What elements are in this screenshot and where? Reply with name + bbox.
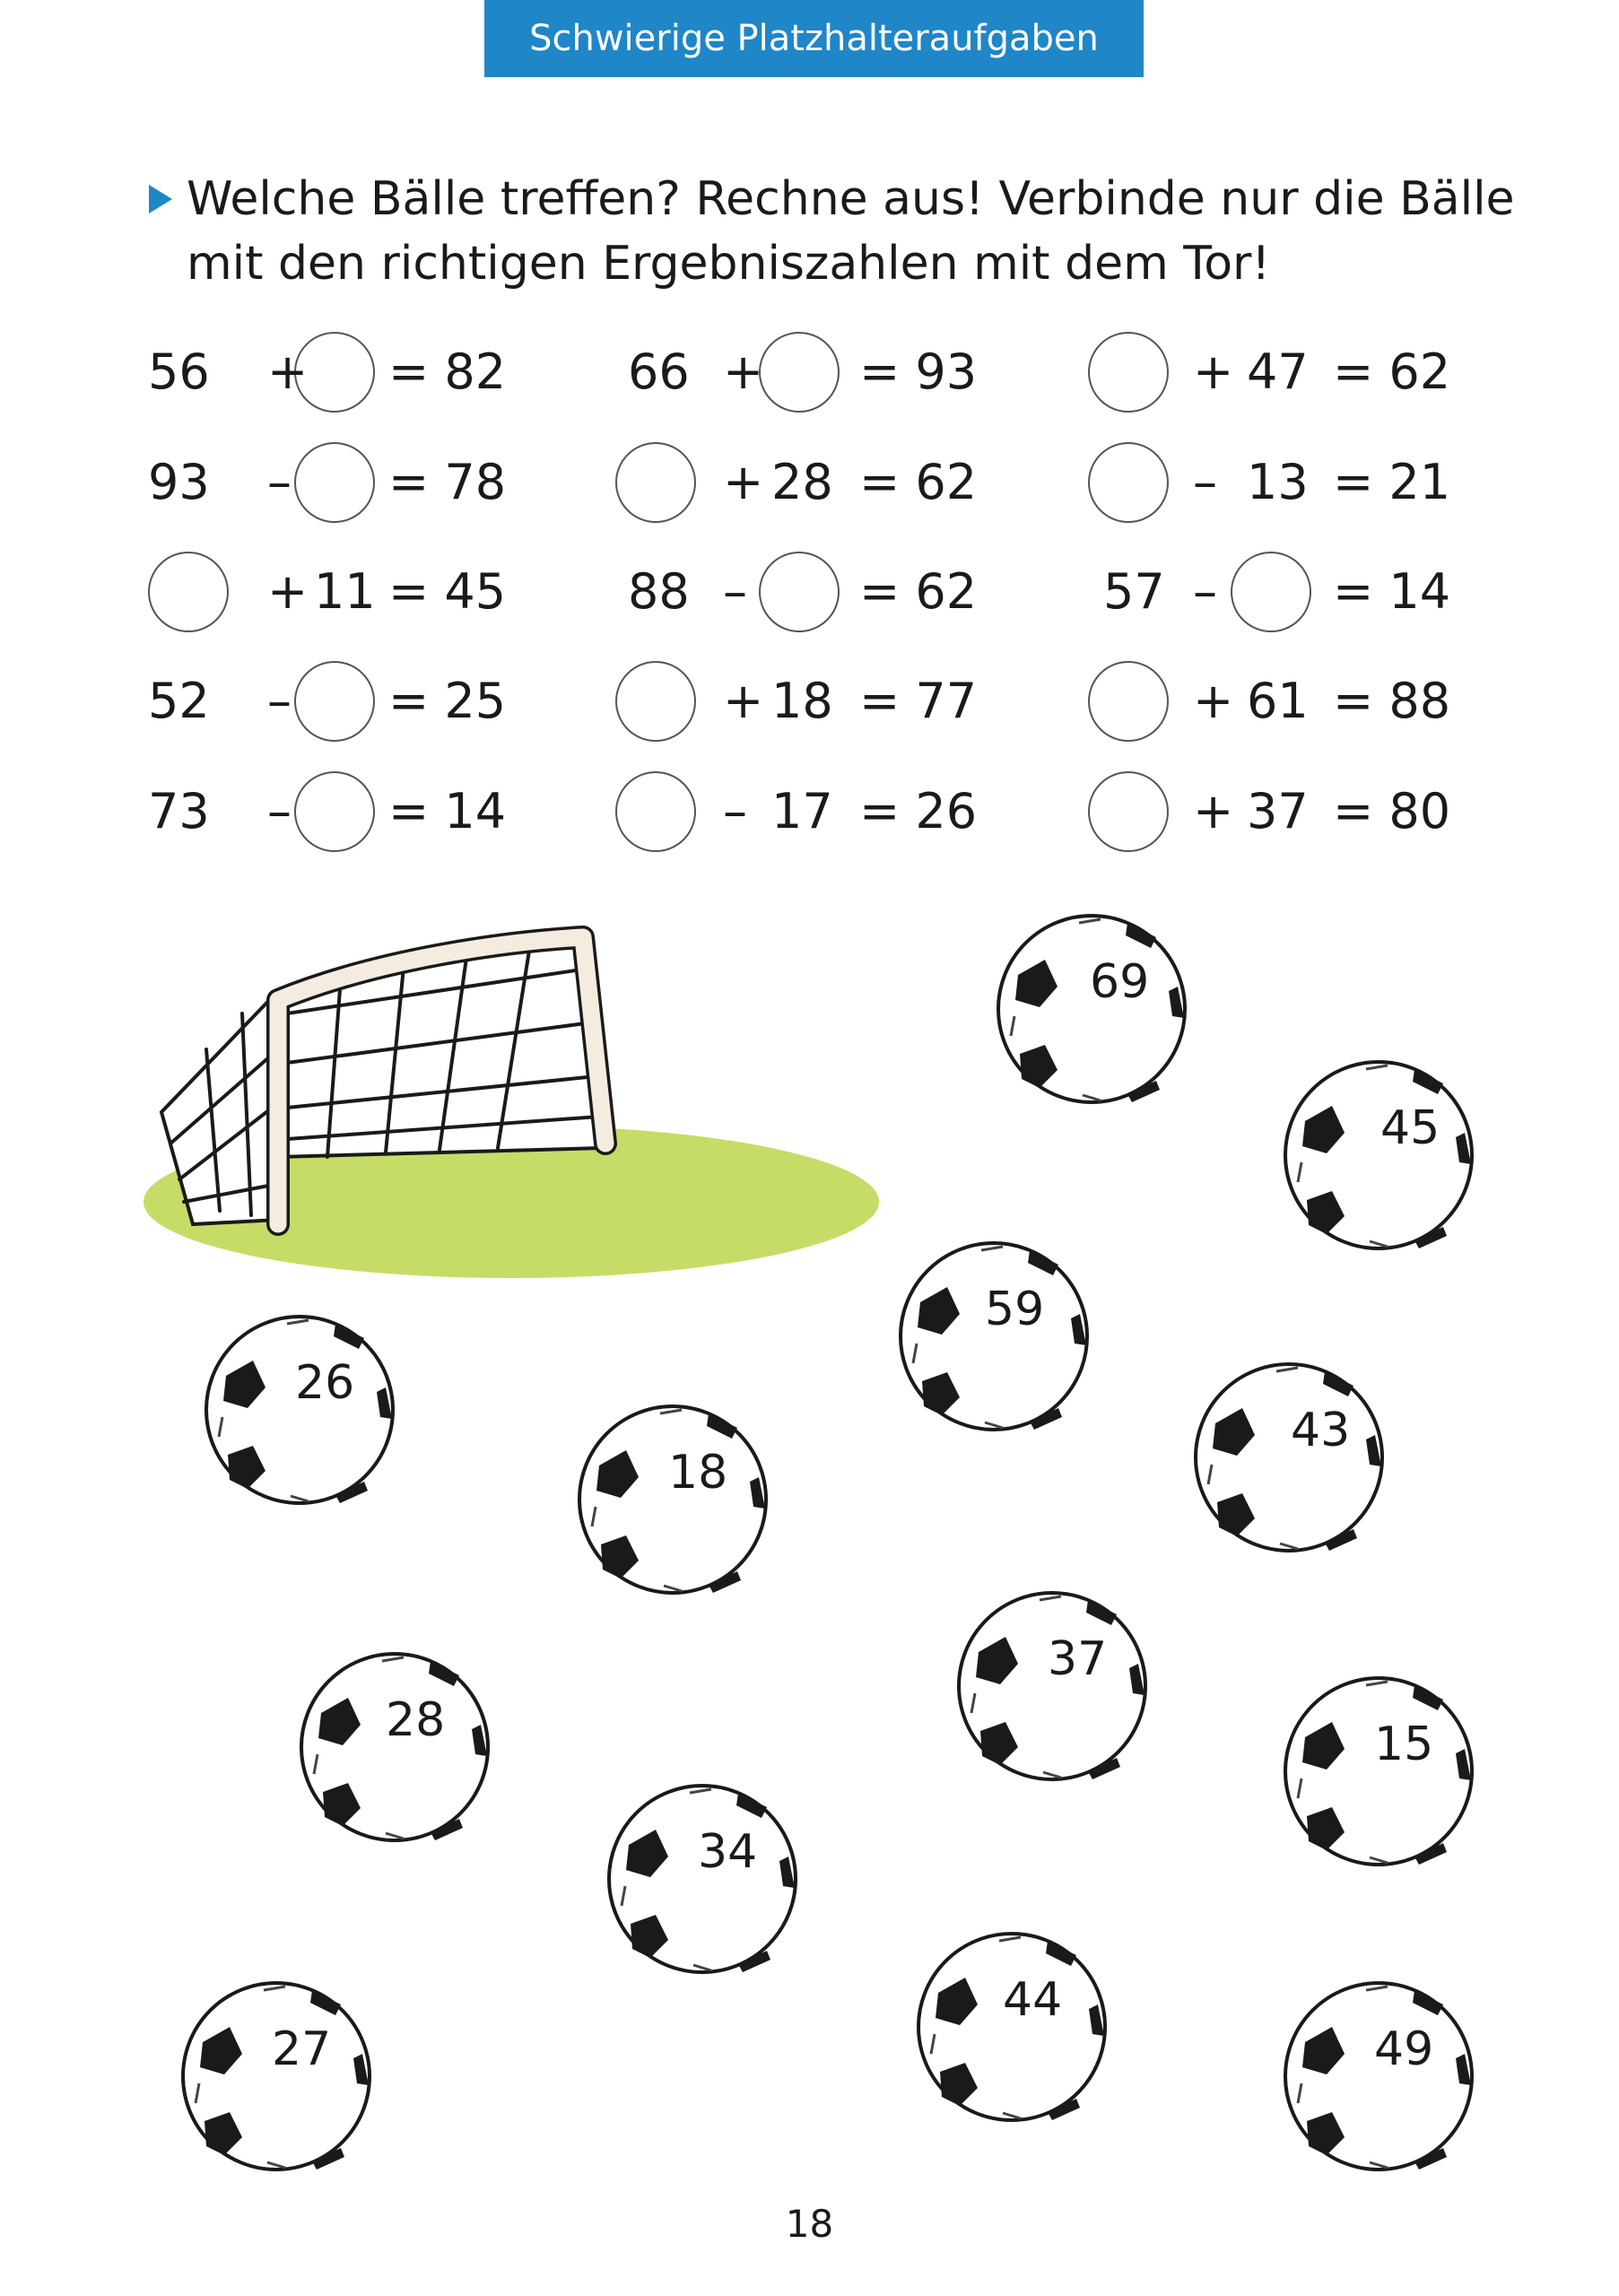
soccer-ball-icon <box>1280 1057 1477 1254</box>
soccer-ball[interactable] <box>604 1780 801 1978</box>
result: = 62 <box>859 454 978 510</box>
operand-b: 11 <box>314 563 376 620</box>
operator: – <box>267 454 292 510</box>
operand-a: 73 <box>148 783 210 839</box>
instruction-line-2: mit den richtigen Ergebniszahlen mit dem Tor! <box>187 237 1271 291</box>
ball-number: 43 <box>1291 1404 1351 1457</box>
ball-number: 18 <box>668 1446 728 1500</box>
soccer-ball[interactable] <box>913 1928 1110 2126</box>
soccer-ball[interactable] <box>1280 1057 1477 1254</box>
soccer-ball[interactable] <box>201 1311 398 1509</box>
operator: – <box>1193 563 1217 620</box>
ball-number: 34 <box>698 1825 758 1879</box>
ball-number: 15 <box>1374 1718 1434 1771</box>
result: = 62 <box>1333 344 1451 400</box>
soccer-ball[interactable] <box>1190 1359 1388 1556</box>
answer-circle-blank[interactable] <box>1231 552 1311 632</box>
result: = 88 <box>1333 673 1451 729</box>
operator: + <box>723 454 764 510</box>
operator: + <box>723 673 764 729</box>
soccer-ball-icon <box>296 1648 493 1846</box>
answer-circle-blank[interactable] <box>294 771 375 852</box>
operand-a: 93 <box>148 454 210 510</box>
result: = 45 <box>388 563 507 620</box>
section-title-banner: Schwierige Platzhalteraufgaben <box>484 0 1144 77</box>
operand-a: 66 <box>628 344 690 400</box>
answer-circle-blank[interactable] <box>1088 442 1169 523</box>
operator: – <box>267 673 292 729</box>
answer-circle-blank[interactable] <box>615 661 696 742</box>
soccer-ball-icon <box>953 1587 1151 1785</box>
ball-number: 45 <box>1380 1101 1441 1155</box>
result: = 62 <box>859 563 978 620</box>
operand-b: 17 <box>771 783 833 839</box>
soccer-ball-icon <box>993 910 1190 1108</box>
operator: + <box>1193 673 1234 729</box>
ball-number: 27 <box>272 2022 332 2076</box>
answer-circle-blank[interactable] <box>1088 771 1169 852</box>
ball-number: 49 <box>1374 2022 1434 2076</box>
soccer-ball-icon <box>178 1978 375 2175</box>
instruction <box>187 167 1532 296</box>
ball-number: 44 <box>1003 1973 1063 2027</box>
operand-b: 28 <box>771 454 833 510</box>
operator: – <box>1193 454 1217 510</box>
result: = 82 <box>388 344 507 400</box>
soccer-ball[interactable] <box>1280 1978 1477 2175</box>
result: = 77 <box>859 673 978 729</box>
ball-number: 37 <box>1048 1632 1108 1686</box>
operator: + <box>1193 344 1234 400</box>
result: = 26 <box>859 783 978 839</box>
ball-number: 69 <box>1090 955 1150 1009</box>
result: = 93 <box>859 344 978 400</box>
operator: – <box>723 783 747 839</box>
soccer-ball-icon <box>1280 1978 1477 2175</box>
result: = 14 <box>1333 563 1451 620</box>
result: = 80 <box>1333 783 1451 839</box>
operator: + <box>723 344 764 400</box>
soccer-ball[interactable] <box>574 1401 771 1598</box>
ball-number: 28 <box>386 1693 446 1747</box>
operand-b: 37 <box>1247 783 1309 839</box>
result: = 14 <box>388 783 507 839</box>
page-number: 18 <box>785 2202 834 2246</box>
operand-b: 18 <box>771 673 833 729</box>
answer-circle-blank[interactable] <box>615 771 696 852</box>
operand-a: 88 <box>628 563 690 620</box>
soccer-ball[interactable] <box>178 1978 375 2175</box>
soccer-ball[interactable] <box>296 1648 493 1846</box>
soccer-ball-icon <box>1190 1359 1388 1556</box>
ball-number: 59 <box>985 1283 1045 1336</box>
soccer-ball[interactable] <box>993 910 1190 1108</box>
triangle-bullet-icon <box>149 185 172 213</box>
operand-b: 47 <box>1247 344 1309 400</box>
operator: – <box>267 783 292 839</box>
answer-circle-blank[interactable] <box>148 552 229 632</box>
soccer-ball-icon <box>913 1928 1110 2126</box>
operator: + <box>267 563 309 620</box>
soccer-ball-icon <box>1280 1673 1477 1870</box>
operand-b: 13 <box>1247 454 1309 510</box>
answer-circle-blank[interactable] <box>1088 332 1169 413</box>
result: = 21 <box>1333 454 1451 510</box>
soccer-ball[interactable] <box>1280 1673 1477 1870</box>
operand-a: 52 <box>148 673 210 729</box>
answer-circle-blank[interactable] <box>294 661 375 742</box>
result: = 25 <box>388 673 507 729</box>
operand-a: 56 <box>148 344 210 400</box>
answer-circle-blank[interactable] <box>294 442 375 523</box>
soccer-ball-icon <box>574 1401 771 1598</box>
result: = 78 <box>388 454 507 510</box>
ball-number: 26 <box>295 1356 355 1410</box>
soccer-ball-icon <box>604 1780 801 1978</box>
operand-b: 61 <box>1247 673 1309 729</box>
operand-a: 57 <box>1103 563 1165 620</box>
operator: + <box>267 344 309 400</box>
soccer-ball-icon <box>895 1238 1092 1435</box>
soccer-ball[interactable] <box>895 1238 1092 1435</box>
instruction-line-1: Welche Bälle treffen? Rechne aus! Verbinde nur die Bälle <box>187 172 1515 226</box>
soccer-ball[interactable] <box>953 1587 1151 1785</box>
answer-circle-blank[interactable] <box>615 442 696 523</box>
answer-circle-blank[interactable] <box>759 332 840 413</box>
soccer-ball-icon <box>201 1311 398 1509</box>
answer-circle-blank[interactable] <box>1088 661 1169 742</box>
soccer-goal-illustration <box>144 915 897 1292</box>
operator: + <box>1193 783 1234 839</box>
operator: – <box>723 563 747 620</box>
answer-circle-blank[interactable] <box>759 552 840 632</box>
